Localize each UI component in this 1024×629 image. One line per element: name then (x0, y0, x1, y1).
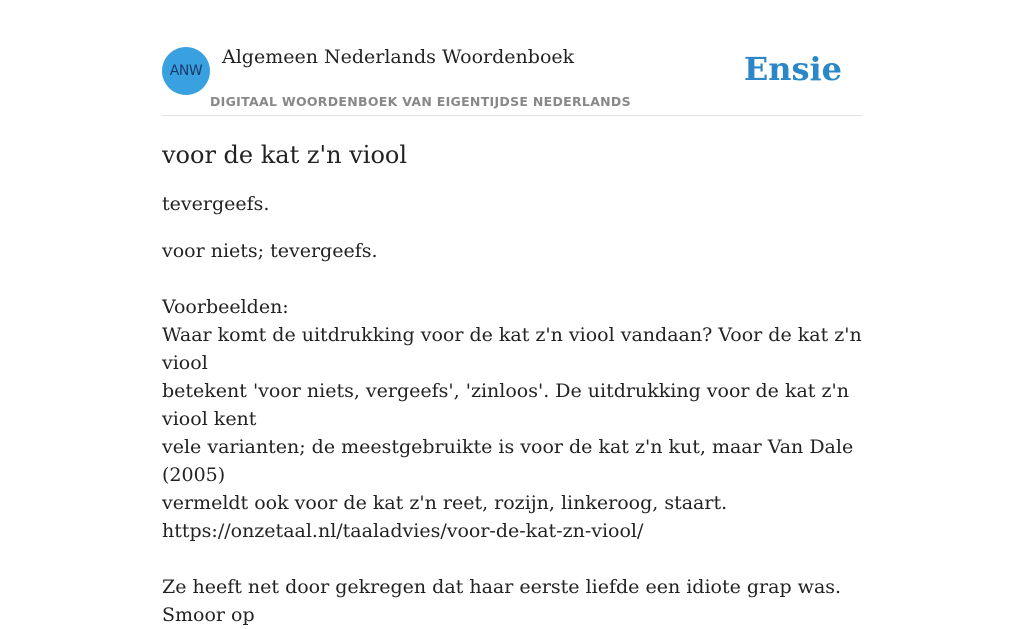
full-definition (162, 237, 862, 629)
example-line: betekent 'voor niets, vergeefs', 'zinloos'. De uitdrukking voor de kat z'n viool kent (162, 380, 849, 430)
examples-heading: Voorbeelden: (162, 296, 289, 318)
ensie-brand-link[interactable]: Ensie (743, 50, 842, 88)
site-subtitle: DIGITAAL WOORDENBOEK VAN EIGENTIJDSE NEDERLANDS (210, 94, 631, 109)
spacer (162, 265, 862, 293)
site-title[interactable]: Algemeen Nederlands Woordenboek (222, 46, 575, 68)
example-line: Waar komt de uitdrukking voor de kat z'n viool vandaan? Voor de kat z'n viool (162, 324, 862, 374)
entry-content (162, 138, 862, 629)
spacer (162, 545, 862, 573)
anw-logo[interactable] (162, 47, 210, 95)
example-line: Ze heeft net door gekregen dat haar eerste liefde een idiote grap was. Smoor op (162, 576, 842, 626)
example-source-url: https://onzetaal.nl/taaladvies/voor-de-kat-zn-viool/ (162, 520, 644, 542)
example-line: vele varianten; de meestgebruikte is voor de kat z'n kut, maar Van Dale (2005) (162, 436, 854, 486)
definition-text: voor niets; tevergeefs. (162, 240, 378, 262)
example-line: vermeldt ook voor de kat z'n reet, rozijn, linkeroog, staart. (162, 492, 728, 514)
entry-title: voor de kat z'n viool (162, 141, 408, 169)
anw-logo-text: ANW (169, 63, 203, 79)
site-header (162, 40, 862, 116)
short-definition: tevergeefs. (162, 193, 270, 215)
